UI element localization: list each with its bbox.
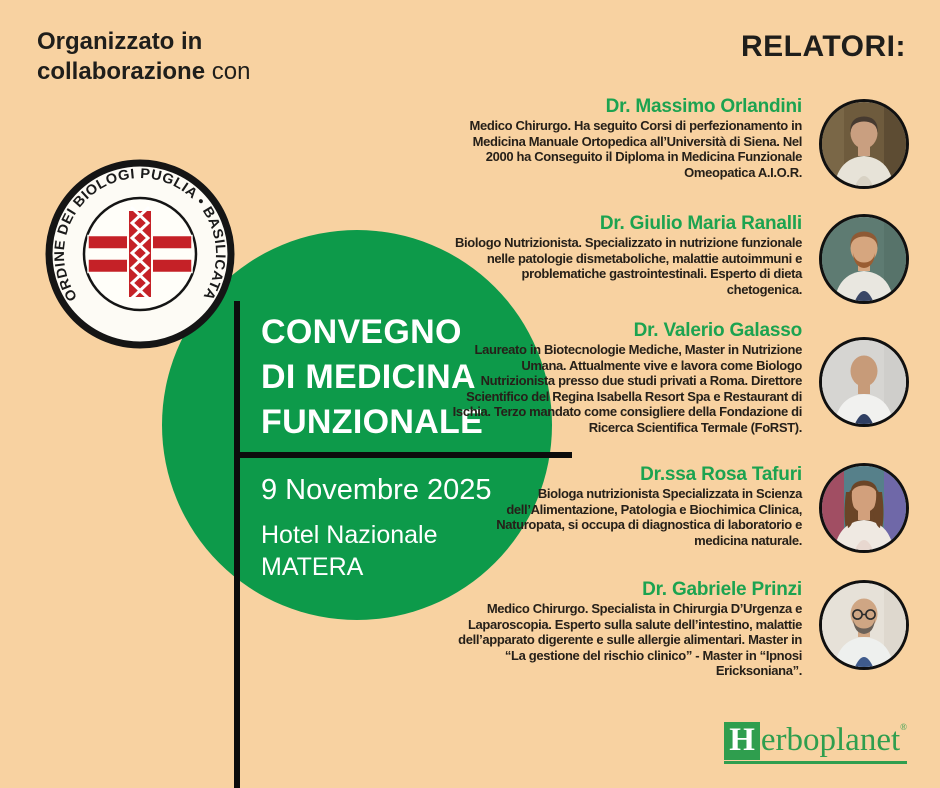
speaker-bio: Biologa nutrizionista Specializzata in Scienza dell’Alimentazione, Patologia e Biochimica Clinica, Naturopata, si occupa di diagnostica di laboratorio e medicina naturale.	[496, 486, 802, 548]
portrait-icon	[822, 466, 906, 550]
horizontal-rule	[234, 452, 572, 458]
speaker-card-prinzi	[450, 579, 802, 679]
speaker-name: Dr. Giulio Maria Ranalli	[599, 213, 802, 234]
seal-icon	[44, 158, 236, 350]
event-date: 9 Novembre 2025	[261, 474, 492, 506]
portrait-icon	[822, 583, 906, 667]
speaker-bio: Biologo Nutrizionista. Specializzato in nutrizione funzionale nelle patologie dismetaboliche, malattie autoimmuni e problematiche gastrointestinali. Esperto di dieta chetogenica.	[455, 235, 802, 297]
registered-mark: ®	[900, 722, 907, 732]
speaker-photo-ranalli	[819, 214, 909, 304]
speaker-bio: Medico Chirurgo. Ha seguito Corsi di perfezionamento in Medicina Manuale Ortopedica all’Università di Siena. Nel 2000 ha Conseguito il Diploma in Medicina Funzionale Omeopatica A.I.O.R.	[469, 118, 802, 180]
ordine-biologi-seal-logo	[44, 158, 236, 350]
organizer-line1: Organizzato in	[37, 28, 203, 55]
event-venue-line1: Hotel Nazionale	[261, 521, 438, 549]
speaker-card-tafuri	[450, 464, 802, 548]
speaker-bio: Medico Chirurgo. Specialista in Chirurgia D’Urgenza e Laparoscopia. Esperto sulla salute dell’intestino, malattie dell’apparato digerente e sulle allergie alimentari. Master in “La gestione del rischio clinico” - Master in “Ipnosi Ericksoniana”.	[458, 601, 802, 678]
speaker-photo-tafuri	[819, 463, 909, 553]
speaker-name: Dr. Valerio Galasso	[633, 320, 802, 341]
event-venue-line2: MATERA	[261, 553, 364, 581]
speaker-photo-prinzi	[819, 580, 909, 670]
speaker-photo-orlandini	[819, 99, 909, 189]
speaker-photo-galasso	[819, 337, 909, 427]
seal-ring-text: ORDINE DEI BIOLOGI PUGLIA • BASILICATA	[50, 164, 230, 305]
portrait-icon	[822, 340, 906, 424]
event-title-line1: CONVEGNO	[261, 313, 462, 351]
organizer-line2: collaborazione con	[37, 58, 251, 85]
event-venue	[261, 519, 438, 583]
speaker-card-ranalli	[450, 213, 802, 297]
event-title-line2: DI MEDICINA	[261, 358, 476, 396]
portrait-icon	[822, 217, 906, 301]
portrait-icon	[822, 102, 906, 186]
herboplanet-logo	[724, 722, 907, 764]
speaker-name: Dr. Gabriele Prinzi	[642, 579, 802, 600]
event-title-line3: FUNZIONALE	[261, 403, 484, 441]
speaker-bio: Laureato in Biotecnologie Mediche, Master in Nutrizione Umana. Attualmente vive e lavora come Biologo Nutrizionista presso due studi privati a Roma. Direttore Scientifico del Regina Isabella Resort Spa e Restaurant di Ischia. Terzo mandato come consigliere della Fondazione di Ricerca Scientifica Termale (FoRST).	[452, 342, 802, 435]
speaker-card-galasso	[450, 320, 802, 435]
speaker-name: Dr. Massimo Orlandini	[605, 96, 802, 117]
herboplanet-initial: H	[724, 722, 760, 760]
speaker-card-orlandini	[450, 96, 802, 180]
relatori-heading: RELATORI:	[740, 30, 906, 63]
speaker-name: Dr.ssa Rosa Tafuri	[640, 464, 802, 485]
vertical-rule	[234, 301, 240, 788]
herboplanet-rest: erboplanet	[760, 722, 901, 758]
organizer-note	[37, 27, 250, 87]
